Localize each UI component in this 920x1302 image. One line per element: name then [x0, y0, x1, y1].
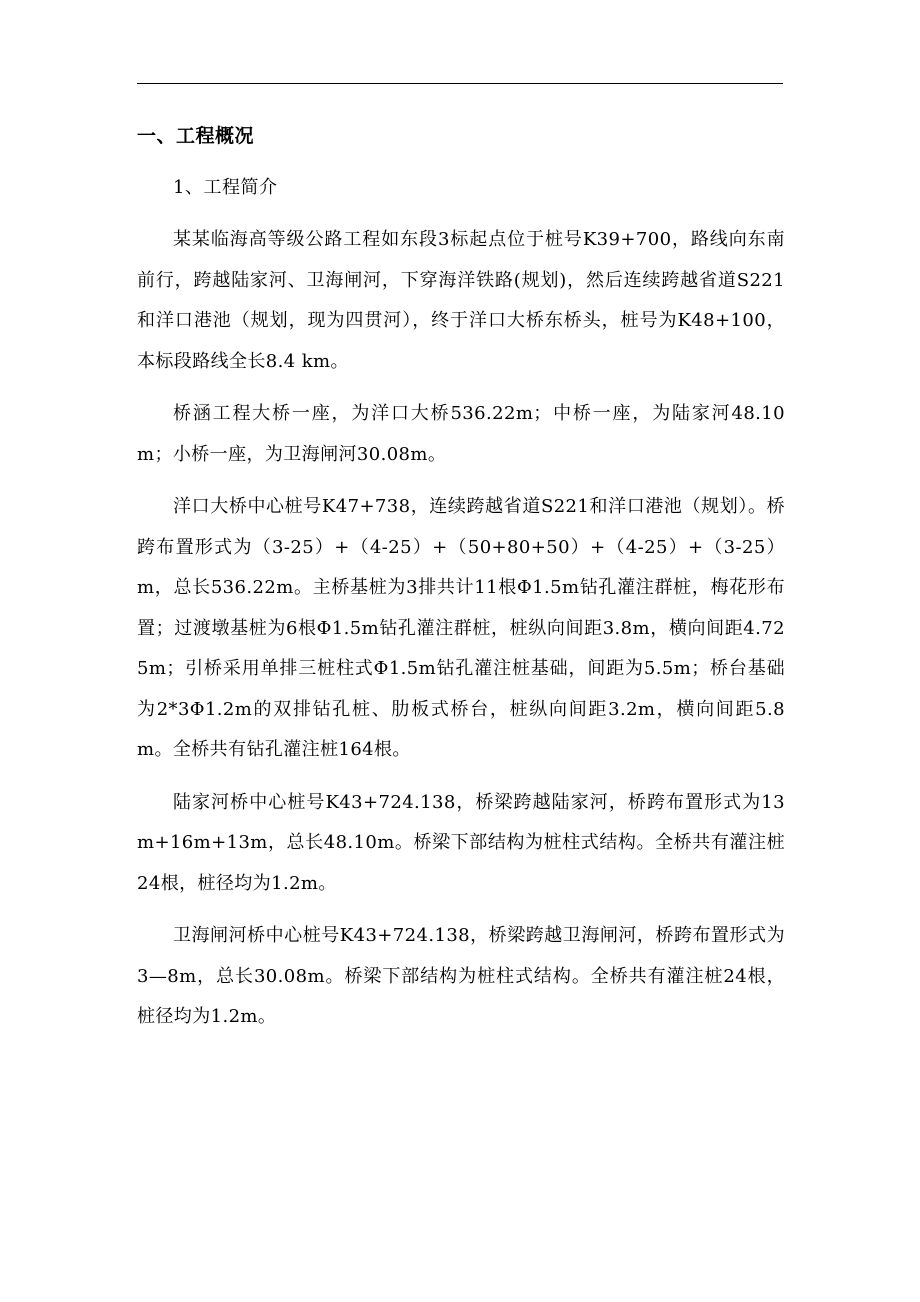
paragraph-weihaizhahe-bridge: 卫海闸河桥中心桩号K43+724.138，桥梁跨越卫海闸河，桥跨布置形式为3—8m，总长30.08m。桥梁下部结构为桩柱式结构。全桥共有灌注桩24根，桩径均为1.2m。 [137, 925, 785, 1027]
header-rule [137, 83, 783, 84]
paragraph-route-overview: 某某临海高等级公路工程如东段3标起点位于桩号K39+700，路线向东南前行，跨越陆家河、卫海闸河，下穿海洋铁路(规划)，然后连续跨越省道S221和洋口港池（规划，现为四贯河），终于洋口大桥东桥头，桩号为K48+100，本标段路线全长8.4 km。 [137, 229, 785, 372]
paragraph-bridge-summary: 桥涵工程大桥一座，为洋口大桥536.22m；中桥一座，为陆家河48.10m；小桥一座，为卫海闸河30.08m。 [137, 403, 785, 465]
paragraph-lujiahe-bridge: 陆家河桥中心桩号K43+724.138，桥梁跨越陆家河，桥跨布置形式为13m+16m+13m，总长48.10m。桥梁下部结构为桩柱式结构。全桥共有灌注桩24根，桩径均为1.2m。 [137, 791, 785, 894]
section-subheading: 1、工程简介 [173, 177, 278, 198]
section-heading: 一、工程概况 [137, 125, 255, 147]
document-body [137, 116, 785, 1050]
paragraph-yangkou-bridge: 洋口大桥中心桩号K47+738，连续跨越省道S221和洋口港池（规划）。桥跨布置形式为（3-25）+（4-25）+（50+80+50）+（4-25）+（3-25）m，总长536.22m。主桥基桩为3排共计11根Φ1.5m钻孔灌注群桩，梅花形布置；过渡墩基桩为6根Φ1.5m钻孔灌注群桩，桩纵向间距3.8m，横向间距4.725m；引桥采用单排三桩柱式Φ1.5m钻孔灌注桩基础，间距为5.5m；桥台基础为2*3Φ1.2m的双排钻孔桩、肋板式桥台，桩纵向间距3.2m，横向间距5.8m。全桥共有钻孔灌注桩164根。 [137, 496, 785, 760]
